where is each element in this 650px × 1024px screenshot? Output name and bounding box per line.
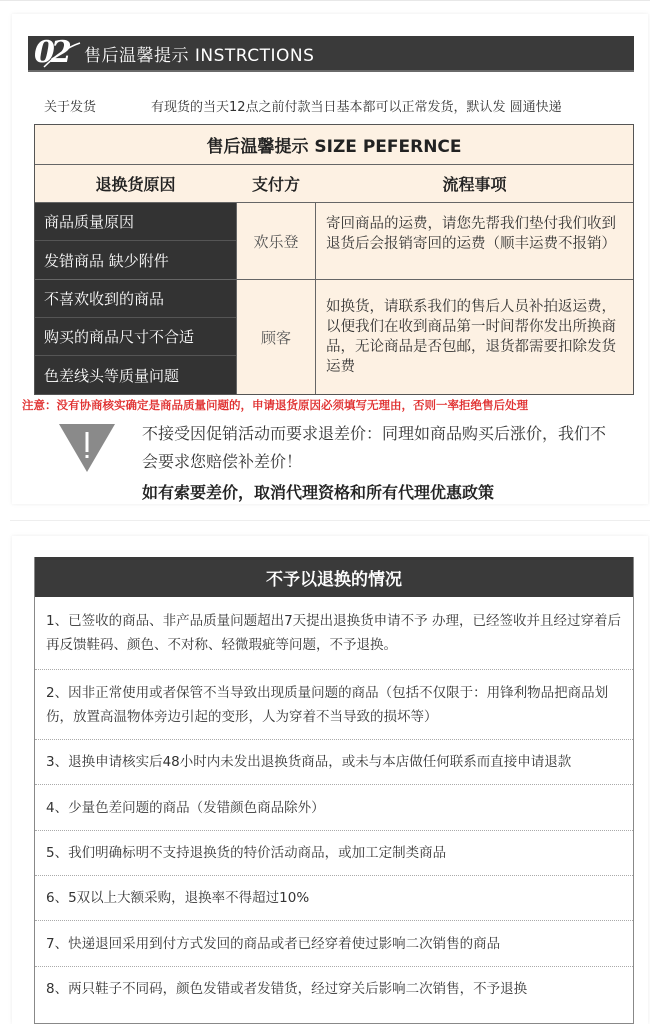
table-group-seller-pays — [35, 202, 633, 279]
top-divider — [0, 0, 650, 1]
section-header-bar — [28, 36, 634, 72]
header-payer: 支付方 — [251, 175, 300, 194]
shipping-text: 有现货的当天12点之前付款当日基本都可以正常发货，默认发 圆通快递 — [151, 100, 562, 115]
header-process: 流程事项 — [442, 175, 507, 194]
reason-cell: 发错商品 缺少附件 — [44, 251, 169, 270]
list-item: 4、少量色差问题的商品（发错颜色商品除外） — [35, 785, 633, 831]
reason-list — [35, 280, 236, 394]
warning-text: 不接受因促销活动而要求退差价：同理如商品购买后涨价，我们不会要求您赔偿补差价！ — [142, 424, 607, 471]
section-divider — [10, 520, 650, 521]
list-item: 1、已签收的商品、非产品质量问题超出7天提出退换货申请不予 办理，已经签收并且经过穿着后再反馈鞋码、颜色、不对称、轻微瑕疵等问题，不予退换。 — [35, 597, 633, 670]
non-returnable-title: 不予以退换的情况 — [35, 557, 633, 597]
process-cell: 寄回商品的运费，请您先帮我们垫付我们收到退货后会报销寄回的运费（顺丰运费不报销） — [326, 216, 616, 252]
reason-list — [35, 203, 236, 279]
reason-cell: 购买的商品尺寸不合适 — [35, 318, 236, 356]
section-number-badge: 02 — [34, 35, 82, 71]
table-header-row — [35, 165, 633, 202]
shipping-label: 关于发货 — [44, 100, 97, 115]
list-item: 6、5双以上大额采购，退换率不得超过10% — [35, 876, 633, 921]
table-group-customer-pays — [35, 279, 633, 394]
payer-cell: 顾客 — [236, 280, 316, 394]
payer-cell: 欢乐登 — [236, 203, 316, 279]
process-cell: 如换货，请联系我们的售后人员补拍返运费，以便我们在收到商品第一时间帮你发出所换商品，无论商品是否包邮，退货都需要扣除发货运费 — [326, 299, 616, 375]
reason-cell: 商品质量原因 — [35, 203, 236, 241]
table-title: 售后温馨提示 SIZE PEFERNCE — [35, 125, 633, 165]
notice-text: 注意：没有协商核实确定是商品质量问题的，申请退货原因必须填写无理由，否则一率拒绝售后处理 — [22, 398, 528, 412]
section-title: 售后温馨提示 INSTRCTIONS — [84, 45, 315, 66]
list-item: 5、我们明确标明不支持退换货的特价活动商品，或加工定制类商品 — [35, 831, 633, 876]
list-item: 7、快递退回采用到付方式发回的商品或者已经穿着使过影响二次销售的商品 — [35, 921, 633, 967]
warning-bold-text: 如有索要差价，取消代理资格和所有代理优惠政策 — [142, 483, 495, 502]
list-item: 3、退换申请核实后48小时内未发出退换货商品，或未与本店做任何联系而直接申请退款 — [35, 740, 633, 785]
header-reason: 退换货原因 — [95, 175, 176, 194]
swoosh-icon — [42, 39, 82, 69]
non-returnable-list — [34, 557, 634, 1024]
reason-cell: 不喜欢收到的商品 — [35, 280, 236, 318]
warning-triangle-icon — [58, 422, 116, 472]
list-item: 8、两只鞋子不同码，颜色发错或者发错货，经过穿关后影响二次销售，不予退换 — [46, 981, 528, 997]
list-item: 2、因非正常使用或者保管不当导致出现质量问题的商品（包括不仅限于：用锋利物品把商品划伤，放置高温物体旁边引起的变形，人为穿着不当导致的损坏等） — [35, 670, 633, 740]
return-policy-table — [34, 124, 634, 395]
reason-cell: 色差线头等质量问题 — [44, 366, 180, 385]
